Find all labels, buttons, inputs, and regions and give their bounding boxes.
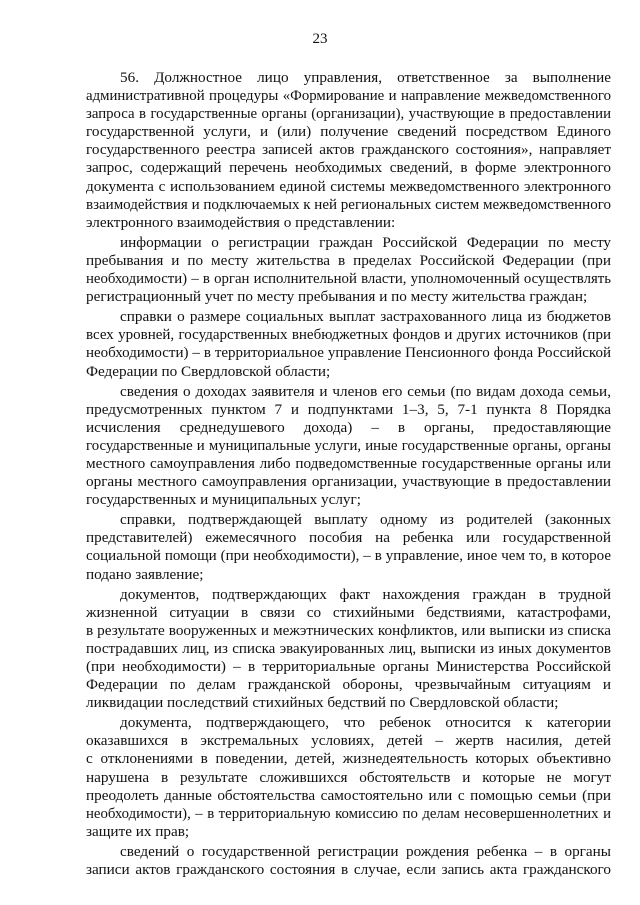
text-line: государственные и муниципальные услуги, иные государственные органы, органы xyxy=(86,437,611,454)
text-line: необходимости), – в территориальную комиссию по делам несовершеннолетних и xyxy=(86,805,611,822)
paragraph xyxy=(86,714,611,841)
text-line: (при необходимости) – в территориальные органы Министерства Российской xyxy=(86,658,611,675)
text-line: государственного реестра записей актов гражданского состояния», направляет xyxy=(86,141,611,159)
text-line: с отклонениями в поведении, детей, жизнедеятельность которых объективно xyxy=(86,750,611,768)
text-line: регистрационный учет по месту пребывания и по месту жительства граждан; xyxy=(86,288,588,306)
paragraph xyxy=(86,383,611,510)
text-line: Федерации по Свердловской области; xyxy=(86,362,331,380)
text-line: ликвидации последствий стихийных бедствий по Свердловской области; xyxy=(86,694,559,712)
text-line: документов, подтверждающих факт нахождения граждан в трудной xyxy=(120,585,611,603)
text-line: нарушена в результате сложившихся обстоятельств и которые не могут xyxy=(86,768,611,786)
text-line: документа, подтверждающего, что ребенок относится к категории xyxy=(120,714,611,732)
text-line: информации о регистрации граждан Российской Федерации по месту xyxy=(120,233,611,251)
text-line: документа с использованием единой системы межведомственного электронного xyxy=(86,177,611,195)
text-line: предусмотренных пунктом 7 и подпунктами 1–3, 5, 7-1 пункта 8 Порядка xyxy=(86,400,611,418)
paragraph xyxy=(86,308,611,380)
text-line: пострадавших лиц, из списка эвакуированных лиц, выписки из иных документов xyxy=(86,640,611,657)
paragraph xyxy=(86,234,611,306)
text-line: социальной помощи (при необходимости), – в управление, иное чем то, в которое xyxy=(86,548,611,565)
text-line: 56. Должностное лицо управления, ответственное за выполнение xyxy=(120,69,611,86)
text-line: записи актов гражданского состояния в случае, если запись акта гражданского xyxy=(86,861,611,879)
text-line: административной процедуры «Формирование и направление межведомственного xyxy=(86,88,611,105)
text-line: преодолеть данные обстоятельства самостоятельно или с помощью семьи (при xyxy=(86,786,611,804)
paragraph xyxy=(86,843,611,879)
text-line: необходимости) – в территориальное управление Пенсионного фонда Российской xyxy=(86,345,611,362)
text-line: представителей) ежемесячного пособия на ребенка или государственной xyxy=(86,529,611,547)
text-line: жизненной ситуации в связи со стихийными бедствиями, катастрофами, xyxy=(86,603,611,621)
text-line: в результате вооруженных и межэтнических конфликтов, или выписки из списка xyxy=(86,621,611,639)
text-line: справки о размере социальных выплат застрахованного лица из бюджетов xyxy=(120,308,611,326)
document-body xyxy=(86,69,611,881)
text-line: подано заявление; xyxy=(86,565,204,583)
text-line: местного самоуправления либо подведомственные государственные органы или xyxy=(86,454,611,472)
text-line: защите их прав; xyxy=(86,822,190,840)
text-line: запроса в государственные органы (организации), участвующие в предоставлении xyxy=(86,106,611,123)
text-line: необходимости) – в орган исполнительной власти, уполномоченный осуществлять xyxy=(86,271,611,288)
text-line: сведения о доходах заявителя и членов его семьи (по видам дохода семьи, xyxy=(120,382,611,400)
text-line: всех уровней, государственных внебюджетных фондов и других источников (при xyxy=(86,327,611,344)
page-number: 23 xyxy=(312,31,328,47)
text-line: пребывания и по месту жительства в пределах Российской Федерации (при xyxy=(86,251,611,269)
paragraph xyxy=(86,69,611,232)
text-line: электронного взаимодействия о представлении: xyxy=(86,213,396,231)
paragraph xyxy=(86,511,611,583)
text-line: государственной услуги, и (или) получение сведений посредством Единого xyxy=(86,123,611,141)
text-line: справки, подтверждающей выплату одному из родителей (законных xyxy=(120,511,611,529)
text-line: органы местного самоуправления организации, участвующие в предоставлении xyxy=(86,473,611,491)
paragraph xyxy=(86,586,611,713)
text-line: оказавшихся в экстремальных условиях, детей – жертв насилия, детей xyxy=(86,732,611,750)
text-line: сведений о государственной регистрации рождения ребенка – в органы xyxy=(120,842,611,860)
text-line: государственных и муниципальных услуг; xyxy=(86,491,361,509)
text-line: Федерации по делам гражданской обороны, чрезвычайным ситуациям и xyxy=(86,676,611,694)
text-line: взаимодействия и подключаемых к ней региональных систем межведомственного xyxy=(86,196,611,213)
text-line: исчисления среднедушевого дохода) – в органы, предоставляющие xyxy=(86,418,611,436)
text-line: запрос, содержащий перечень необходимых сведений, в форме электронного xyxy=(86,159,611,177)
